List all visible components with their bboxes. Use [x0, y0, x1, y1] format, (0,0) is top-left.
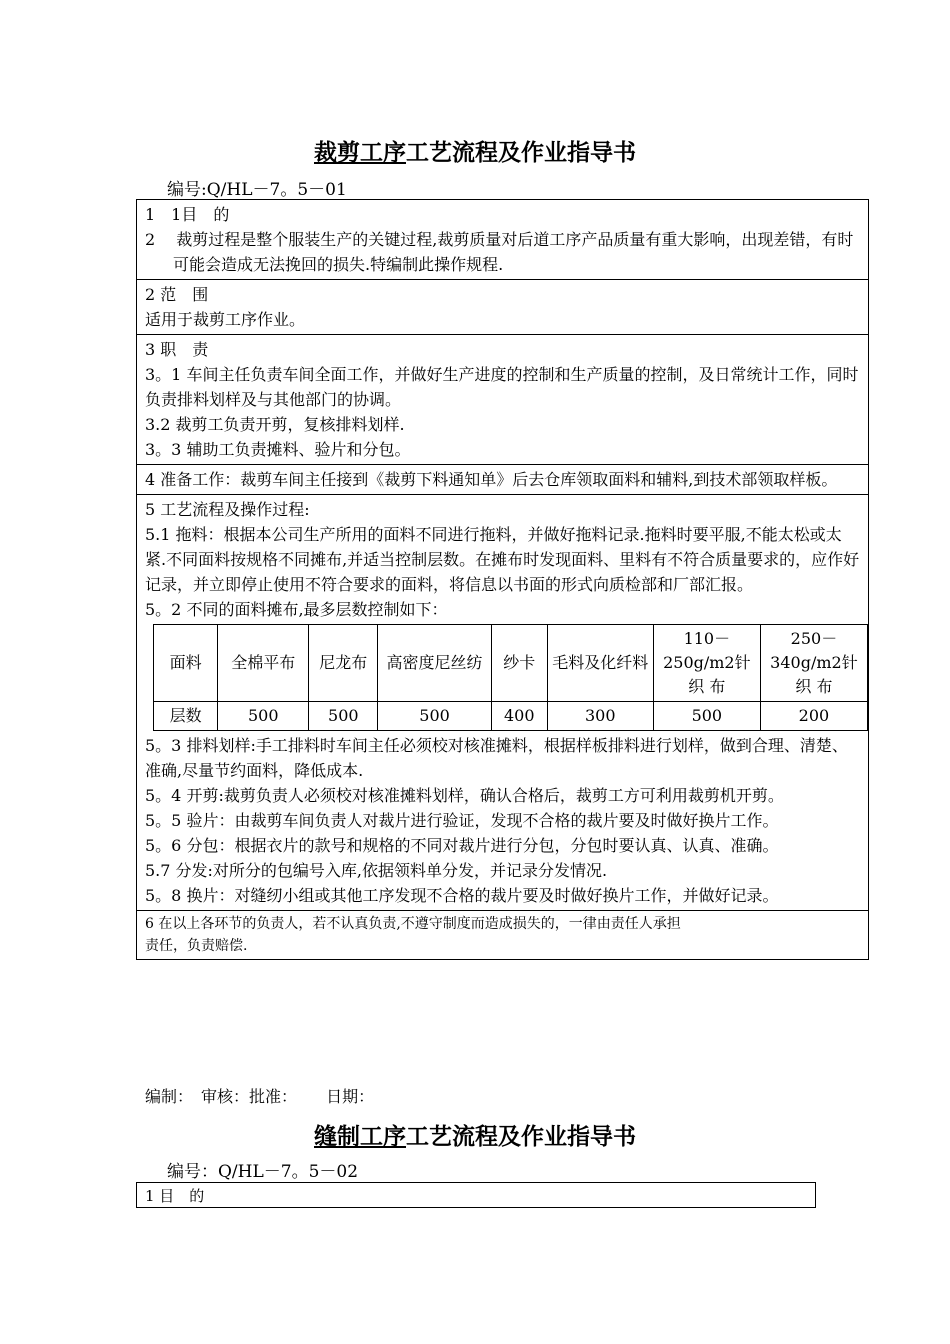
table-cell: 500 [378, 702, 492, 731]
doc2-purpose-row: 1 目 的 [136, 1182, 816, 1208]
doc1-title-underlined: 裁剪工序 [314, 139, 406, 166]
doc2-title-underlined: 缝制工序 [314, 1123, 406, 1150]
section-preparation [137, 465, 868, 495]
table-cell: 300 [547, 702, 653, 731]
process-item: 5。5 验片：由裁剪车间负责人对裁片进行验证，发现不合格的裁片要及时做好换片工作。 [145, 811, 779, 830]
table-header-cell: 110－250g/m2针 织 布 [653, 625, 760, 702]
process-item: 5.7 分发:对所分的包编号入库,依据领料单分发，并记录分发情况. [145, 861, 608, 880]
section-scope [137, 280, 868, 335]
signature-line: 编制： 审核：批准： 日期： [145, 1087, 375, 1106]
section-duties-heading: 3 职 责 [145, 340, 209, 359]
section-purpose [137, 200, 868, 280]
process-item: 5。8 换片：对缝纫小组或其他工序发现不合格的裁片要及时做好换片工作，并做好记录。 [145, 886, 779, 905]
duty-item: 3。1 车间主任负责车间全面工作，并做好生产进度的控制和生产质量的控制，及日常统计工作，同时负责排料划样及与其他部门的协调。 [145, 365, 859, 409]
table-cell: 500 [309, 702, 378, 731]
table-header-cell: 纱卡 [491, 625, 547, 702]
section-scope-heading: 2 范 围 [145, 285, 209, 304]
doc1-code: 编号:Q/HL－7。5－01 [167, 180, 347, 200]
process-item: 5。3 排料划样:手工排料时车间主任必须校对核准摊料，根据样板排料进行划样，做到合理、清楚、准确,尽量节约面料，降低成本. [145, 736, 848, 780]
table-header-cell: 高密度尼丝纺 [378, 625, 492, 702]
section-purpose-heading: 1 1目 的 [145, 205, 230, 224]
table-cell: 500 [218, 702, 309, 731]
table-header-cell: 毛料及化纤料 [547, 625, 653, 702]
table-header-cell: 250－340g/m2针 织 布 [760, 625, 867, 702]
doc2-code: 编号：Q/HL－7。5－02 [167, 1162, 359, 1182]
table-header-cell: 全棉平布 [218, 625, 309, 702]
duty-item: 3。3 辅助工负责摊料、验片和分包。 [145, 440, 411, 459]
section-liability-line2: 责任，负责赔偿. [145, 938, 248, 954]
section-liability [137, 911, 868, 959]
layer-limit-table [153, 624, 868, 731]
table-cell: 200 [760, 702, 867, 731]
duty-item: 3.2 裁剪工负责开剪，复核排料划样. [145, 415, 405, 434]
doc1-content-box [136, 199, 869, 960]
section-duties [137, 335, 868, 465]
table-row-label: 层数 [154, 702, 218, 731]
table-cell: 400 [491, 702, 547, 731]
table-header-cell: 面料 [154, 625, 218, 702]
table-cell: 500 [653, 702, 760, 731]
process-item-5-2: 5。2 不同的面料摊布,最多层数控制如下： [145, 600, 448, 619]
doc1-title [0, 134, 950, 167]
process-item: 5。6 分包：根据衣片的款号和规格的不同对裁片进行分包，分包时要认真、认真、准确。 [145, 836, 779, 855]
table-header-cell: 尼龙布 [309, 625, 378, 702]
doc1-title-rest: 工艺流程及作业指导书 [406, 139, 636, 166]
section-scope-text: 适用于裁剪工序作业。 [145, 310, 306, 329]
section-process [137, 495, 868, 911]
section-purpose-text: 2 裁剪过程是整个服装生产的关键过程,裁剪质量对后道工序产品质量有重大影响，出现差错，有时可能会造成无法挽回的损失.特编制此操作规程. [145, 230, 854, 274]
section-preparation-text: 4 准备工作：裁剪车间主任接到《裁剪下料通知单》后去仓库领取面料和辅料,到技术部领取样板。 [145, 470, 838, 489]
process-item-5-1: 5.1 拖料：根据本公司生产所用的面料不同进行拖料，并做好拖料记录.拖料时要平服,不能太松或太紧.不同面料按规格不同摊布,并适当控制层数。在摊布时发现面料、里料有不符合质量要求的，应作好记录，并立即停止使用不符合要求的面料，将信息以书面的形式向质检部和厂部汇报。 [145, 525, 860, 594]
table-header-row [154, 625, 868, 702]
doc2-title-rest: 工艺流程及作业指导书 [406, 1123, 636, 1150]
section-liability-line1: 6 在以上各环节的负责人，若不认真负责,不遵守制度而造成损失的，一律由责任人承担 [145, 916, 681, 932]
table-row [154, 702, 868, 731]
section-process-heading: 5 工艺流程及操作过程: [145, 500, 310, 519]
doc2-title [0, 1118, 950, 1151]
process-item: 5。4 开剪:裁剪负责人必须校对核准摊料划样，确认合格后，裁剪工方可利用裁剪机开剪。 [145, 786, 784, 805]
